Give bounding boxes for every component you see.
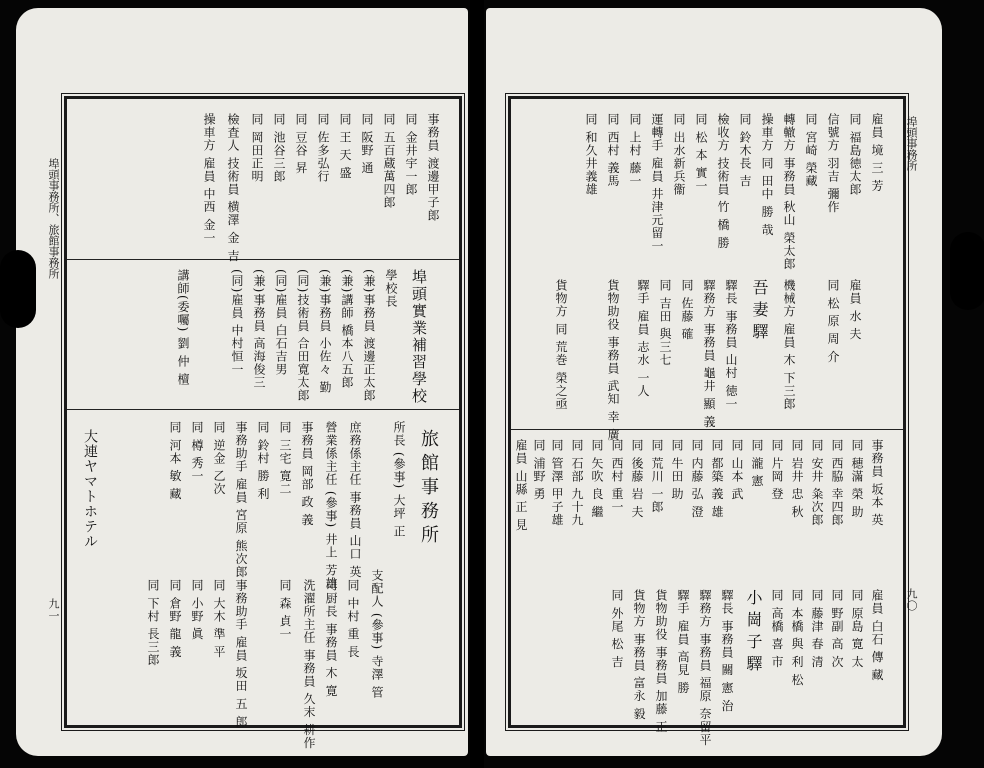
list-item: 同 瀧 憲: [750, 439, 764, 488]
list-item: 同 松 原 周 介: [826, 279, 840, 364]
list-item: 同 管澤 甲子雄: [550, 439, 564, 527]
list-item: 同 藤津 春 清: [810, 589, 824, 669]
right-folio: 九〇: [905, 588, 918, 612]
school-title: 埠頭實業補習學校: [410, 269, 428, 405]
list-item: 驛手 雇員 高見 勝: [676, 589, 690, 695]
list-item: 檢査人 技術員 横澤 金 吉: [226, 113, 240, 263]
list-item: 同 小野 眞: [190, 579, 204, 641]
right-mid-rule: [511, 429, 903, 430]
list-item: 貨物方 同 荒巻 榮之亟: [554, 279, 568, 411]
list-item: 驛務方 事務員 龜井 顯 義: [702, 279, 716, 429]
list-item: 同 池谷三郎: [272, 113, 286, 183]
list-item: 同 安井 粂次郎: [810, 439, 824, 527]
list-item: 同 福島徳太郎: [848, 113, 862, 196]
list-item: 同 浦野 勇: [532, 439, 546, 501]
list-item: 驛務方 事務員 福原 奈留平: [698, 589, 712, 747]
list-item: 雇員 山縣 正 見: [514, 439, 528, 532]
list-item: 同 樽 秀一: [190, 421, 204, 483]
list-item: 同 都築 義 雄: [710, 439, 724, 519]
ryokan-title: 旅館事務所: [418, 429, 439, 549]
list-item: 雇員 境 三 芳: [870, 113, 884, 193]
list-item: 同 外尾 松 吉: [610, 589, 624, 669]
list-item: 同 和久井義雄: [584, 113, 598, 196]
left-folio: 九一: [47, 598, 60, 622]
list-item: 同 宮崎 榮藏: [804, 113, 818, 188]
list-item: 同 佐藤 確: [680, 279, 694, 341]
list-item: 同 王 天 盛: [338, 113, 352, 180]
right-running-header: 埠頭事務所: [905, 116, 918, 171]
list-item: 機械方 雇員 木 下三郎: [782, 279, 796, 411]
list-item: 司厨長 事務員 木 寛: [324, 579, 338, 698]
list-item: 同 西村 重一: [610, 439, 624, 514]
left-running-header: 埠頭事務所、旅館事務所: [47, 158, 60, 279]
list-item: 同 上村 藤一: [628, 113, 642, 188]
list-item: (兼)事務員 渡邊正太郎: [362, 269, 376, 403]
list-item: 驛手 雇員 志水 一人: [636, 279, 650, 398]
list-item: 同 後藤 岩 夫: [630, 439, 644, 519]
list-item: 同 高橋 喜 市: [770, 589, 784, 669]
list-item: 貨物助役 事務員 武知 幸 廣: [606, 279, 620, 442]
agatsuma-title: 吾妻驛: [750, 279, 769, 345]
list-item: 同 鈴村 勝 利: [256, 421, 270, 501]
list-item: 同 松 本 實一: [694, 113, 708, 193]
list-item: 同 下村 長三郎: [146, 579, 160, 667]
list-item: 同 中村 重 長: [346, 579, 360, 659]
list-item: 同 吉田 與三七: [658, 279, 672, 367]
list-item: 庶務係主任 事務員 山口 英: [348, 421, 362, 579]
list-item: 同 本橋 與 利 松: [790, 589, 804, 687]
list-item: 轉轍方 事務員 秋山 榮太郎: [782, 113, 796, 271]
list-item: 同 逆金 乙次: [212, 421, 226, 496]
list-item: 同 原島 寛 太: [850, 589, 864, 669]
hotel-name: 大連ヤマトホテル: [82, 429, 98, 549]
list-item: 同 荒川 一郎: [650, 439, 664, 514]
list-item: 同 穂滿 榮 助: [850, 439, 864, 519]
list-item: 同 阪野 通: [360, 113, 374, 175]
list-item: 同 西脇 幸四郎: [830, 439, 844, 527]
left-low-rule: [67, 409, 459, 410]
list-item: 同 牛田 助: [670, 439, 684, 501]
list-item: 所長 (參事) 大坪 正: [392, 421, 406, 538]
list-item: 驛長 事務員 山村 徳一: [724, 279, 738, 411]
list-item: 同 五百蔵萬四郎: [382, 113, 396, 209]
list-item: 運轉手 雇員 井津元留一: [650, 113, 664, 253]
list-item: 同 金井宇一郎: [404, 113, 418, 196]
list-item: 支配人 (參事) 寺澤 管: [370, 569, 384, 699]
list-item: 雇員 白石 傳 藏: [870, 589, 884, 682]
list-item: 事務員 坂本 英: [870, 439, 884, 527]
left-binding-notch: [0, 250, 36, 328]
list-item: 同 内藤 弘 澄: [690, 439, 704, 519]
list-item: 同 矢吹 良 繼: [590, 439, 604, 519]
list-item: 學校長: [384, 269, 398, 308]
list-item: 操車方 同 田中 勝 哉: [760, 113, 774, 237]
list-item: 雇員 水 夫: [848, 279, 862, 341]
list-item: (兼)事務員 高海俊三: [252, 269, 266, 390]
list-item: 同 岩井 忠 秋: [790, 439, 804, 519]
right-binding-notch: [950, 232, 984, 310]
left-mid-rule: [67, 259, 459, 260]
list-item: 事務助手 雇員 坂田 五 郎: [234, 579, 248, 729]
left-page: [16, 8, 468, 756]
list-item: 同 豆谷 昇: [294, 113, 308, 175]
list-item: 事務員 岡部 政 義: [300, 421, 314, 527]
list-item: 驛長 事務員 關 憲 治: [720, 589, 734, 713]
kogishi-title: 小崗子驛: [744, 589, 763, 677]
list-item: 事務助手 雇員 宮原 熊次郎: [234, 421, 248, 579]
list-item: 同 岡田正明: [250, 113, 264, 183]
list-item: 同 倉野 龍 義: [168, 579, 182, 659]
list-item: 同 山本 武: [730, 439, 744, 501]
gutter: [470, 0, 484, 768]
list-item: 同 西村 義馬: [606, 113, 620, 188]
list-item: 信號方 羽吉 彌作: [826, 113, 840, 214]
list-item: (兼)事務員 小佐々 勤: [318, 269, 332, 394]
list-item: 同 鈴木長 吉: [738, 113, 752, 188]
list-item: 同 石部 九十九: [570, 439, 584, 527]
list-item: 檢收方 技術員 竹 橋 勝: [716, 113, 730, 250]
list-item: 同 河本 敏 藏: [168, 421, 182, 501]
list-item: 同 片岡 登: [770, 439, 784, 501]
left-frame: [64, 96, 462, 750]
list-item: (兼)講師 橋本八五郎: [340, 269, 354, 390]
list-item: 同 野副 高 次: [830, 589, 844, 669]
list-item: (同)雇員 中村恒一: [230, 269, 244, 377]
list-item: 營業係主任 (參事) 井上 芳雄: [324, 421, 338, 590]
list-item: 貨物方 事務員 富永 毅: [632, 589, 646, 721]
list-item: 同 佐多弘行: [316, 113, 330, 183]
list-item: 操車方 雇員 中西 金一: [202, 113, 216, 245]
right-page: [486, 8, 942, 756]
right-frame: [508, 96, 906, 747]
list-item: 同 出水新兵衞: [672, 113, 686, 196]
list-item: (同)雇員 白石吉男: [274, 269, 288, 377]
list-item: 洗濯所主任 事務員 久末 耕作: [302, 579, 316, 750]
list-item: 同 森 貞一: [278, 579, 292, 641]
list-item: (同)技術員 合田寛太郎: [296, 269, 310, 403]
list-item: 講師(委囑) 劉 仲 檀: [176, 269, 190, 386]
list-item: 事務員 渡邊甲子郎: [426, 113, 440, 222]
list-item: 貨物助役 事務員 加藤 正: [654, 589, 668, 734]
list-item: 同 三宅 寛二: [278, 421, 292, 496]
list-item: 同 大木 準 平: [212, 579, 226, 659]
